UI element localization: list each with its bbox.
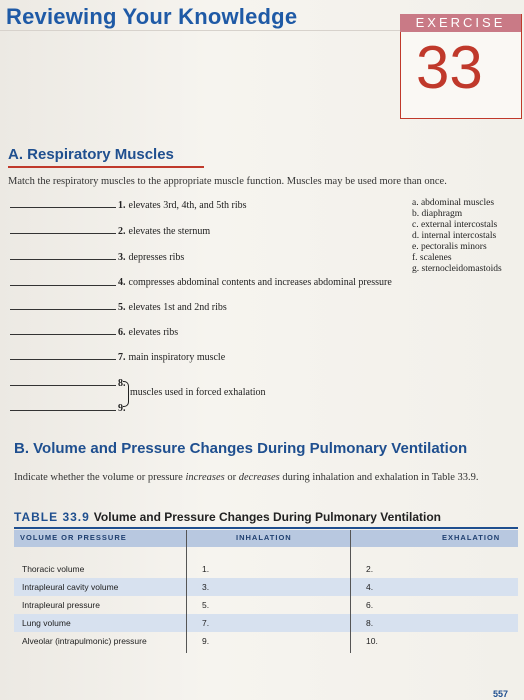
question-number: 9. — [118, 403, 126, 414]
question-3 — [118, 252, 184, 263]
answer-blank-3[interactable] — [10, 259, 116, 260]
instruction-text: Indicate whether the volume or pressure — [14, 472, 186, 483]
answer-blank-4[interactable] — [10, 285, 116, 286]
question-number: 6. — [118, 327, 126, 338]
inhalation-cell[interactable]: 9. — [202, 636, 210, 646]
exhalation-cell[interactable]: 10. — [366, 636, 378, 646]
instruction-emphasis: decreases — [238, 472, 280, 483]
brace-bracket — [123, 381, 129, 407]
column-header-volume: VOLUME OR PRESSURE — [20, 533, 127, 542]
table-row — [14, 560, 518, 578]
exhalation-cell[interactable]: 6. — [366, 600, 374, 610]
table-top-rule — [14, 527, 518, 529]
instruction-emphasis: increases — [185, 472, 225, 483]
inhalation-cell[interactable]: 3. — [202, 582, 210, 592]
option-b: b. diaphragm — [412, 209, 463, 219]
answer-blank-7[interactable] — [10, 359, 116, 360]
question-text: depresses ribs — [128, 252, 185, 263]
question-text: elevates 1st and 2nd ribs — [128, 302, 227, 313]
question-number: 4. — [118, 277, 126, 288]
question-text: compresses abdominal contents and increases abdominal pressure — [128, 277, 392, 288]
question-7 — [118, 352, 225, 363]
column-header-exhalation: EXHALATION — [442, 533, 501, 542]
table-row — [14, 614, 518, 632]
option-e: e. pectoralis minors — [412, 242, 487, 252]
instruction-text: during inhalation and exhalation in Table 33.9. — [279, 472, 479, 483]
inhalation-cell[interactable]: 1. — [202, 564, 210, 574]
instruction-text: or — [224, 472, 239, 483]
answer-blank-9[interactable] — [10, 410, 116, 411]
question-1 — [118, 200, 247, 211]
column-header-inhalation: INHALATION — [236, 533, 292, 542]
question-number: 8. — [118, 378, 126, 389]
question-4 — [118, 277, 392, 288]
table-caption: Volume and Pressure Changes During Pulmonary Ventilation — [93, 510, 441, 524]
question-2 — [118, 226, 210, 237]
question-text: main inspiratory muscle — [128, 352, 226, 363]
header-divider — [0, 30, 400, 31]
question-text: elevates the sternum — [128, 226, 211, 237]
question-number: 3. — [118, 252, 126, 263]
question-text: elevates ribs — [128, 327, 179, 338]
exhalation-cell[interactable]: 8. — [366, 618, 374, 628]
inhalation-cell[interactable]: 5. — [202, 600, 210, 610]
row-label: Intrapleural pressure — [22, 600, 100, 610]
option-a: a. abdominal muscles — [412, 198, 495, 208]
question-6 — [118, 327, 178, 338]
row-label: Alveolar (intrapulmonic) pressure — [22, 636, 147, 646]
answer-blank-6[interactable] — [10, 334, 116, 335]
row-label: Intrapleural cavity volume — [22, 582, 119, 592]
inhalation-cell[interactable]: 7. — [202, 618, 210, 628]
option-g: g. sternocleidomastoids — [412, 264, 502, 274]
table-label: TABLE 33.9 — [14, 510, 90, 524]
exercise-number: 33 — [416, 34, 483, 101]
answer-blank-5[interactable] — [10, 309, 116, 310]
question-number: 7. — [118, 352, 126, 363]
option-d: d. internal intercostals — [412, 231, 497, 241]
question-number: 5. — [118, 302, 126, 313]
question-number: 1. — [118, 200, 126, 211]
question-5 — [118, 302, 227, 313]
section-b-instruction — [14, 472, 479, 483]
section-a-instruction: Match the respiratory muscles to the appropriate muscle function. Muscles may be used more than once. — [8, 176, 447, 187]
option-f: f. scalenes — [412, 253, 452, 263]
table-column-divider — [186, 530, 187, 653]
question-number: 2. — [118, 226, 126, 237]
table-title — [14, 510, 441, 524]
exercise-label: EXERCISE — [415, 15, 506, 30]
brace-label: muscles used in forced exhalation — [130, 387, 266, 398]
question-text: elevates 3rd, 4th, and 5th ribs — [128, 200, 247, 211]
exhalation-cell[interactable]: 2. — [366, 564, 374, 574]
option-c: c. external intercostals — [412, 220, 498, 230]
section-a-heading: A. Respiratory Muscles — [8, 146, 174, 163]
exhalation-cell[interactable]: 4. — [366, 582, 374, 592]
section-a-underline — [8, 166, 204, 168]
page-number: 557 — [493, 689, 509, 699]
row-label: Thoracic volume — [22, 564, 85, 574]
answer-blank-2[interactable] — [10, 233, 116, 234]
section-b-heading: B. Volume and Pressure Changes During Pulmonary Ventilation — [14, 440, 468, 457]
answer-blank-1[interactable] — [10, 207, 116, 208]
answer-blank-8[interactable] — [10, 385, 116, 386]
table-column-divider — [350, 530, 351, 653]
row-label: Lung volume — [22, 618, 71, 628]
page-title: Reviewing Your Knowledge — [6, 4, 298, 29]
